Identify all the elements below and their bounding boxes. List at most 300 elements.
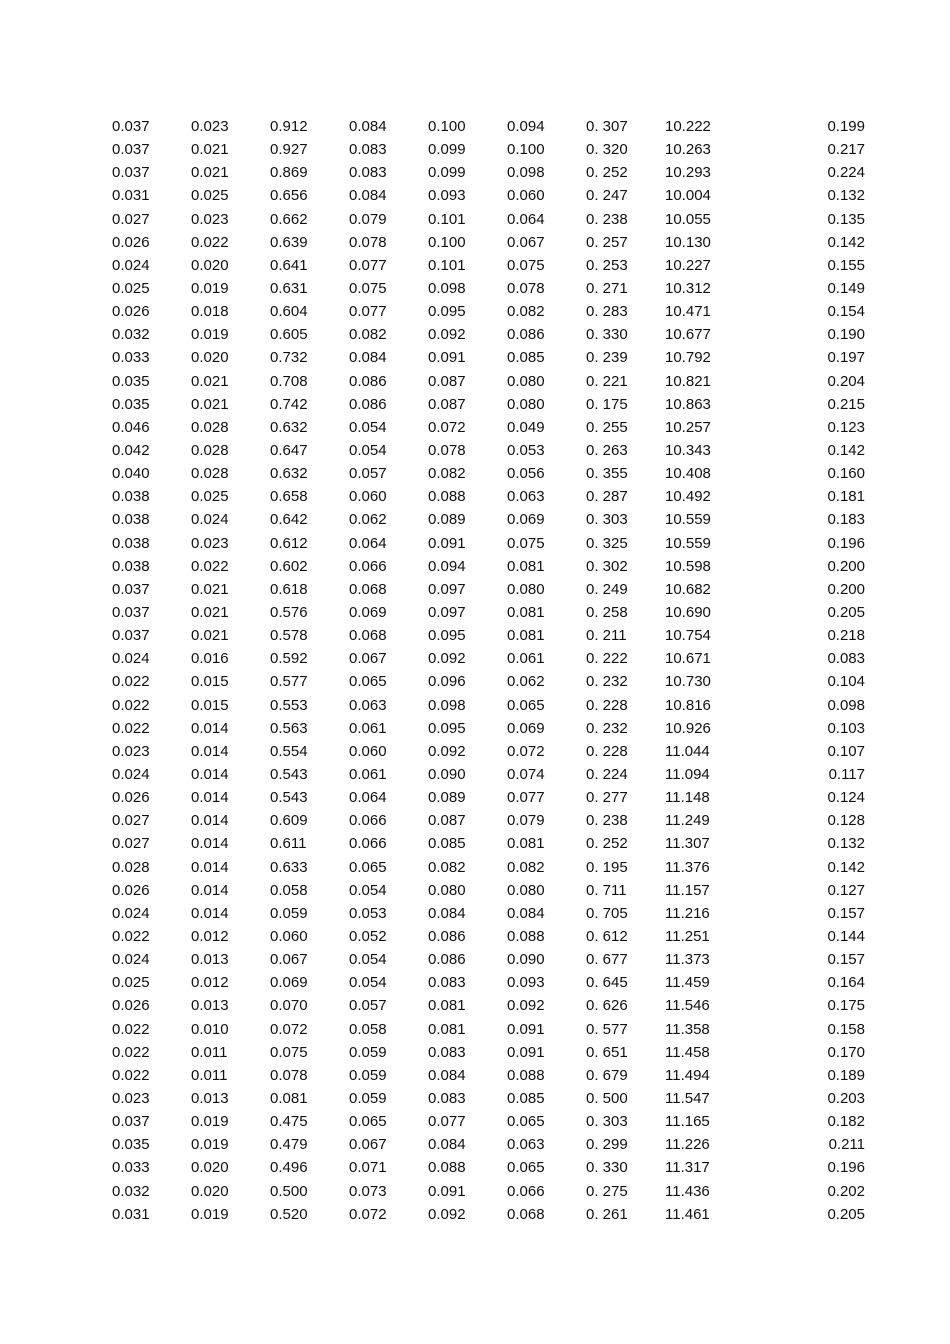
table-cell: 10.926 [665, 719, 711, 737]
table-cell: 0.083 [428, 974, 466, 992]
table-cell: 0.065 [507, 696, 545, 714]
table-cell: 11.165 [665, 1113, 710, 1131]
table-cell: 0.014 [191, 812, 229, 830]
table-cell: 0.077 [349, 303, 387, 321]
table-cell: 10.690 [665, 604, 711, 622]
table-cell: 0. 711 [586, 881, 627, 899]
table-cell: 0.019 [191, 280, 229, 298]
table-cell: 0.014 [191, 789, 229, 807]
table-cell: 0.094 [428, 557, 466, 575]
table-cell: 0.563 [270, 719, 308, 737]
table-cell: 0.027 [112, 812, 150, 830]
table-cell: 0.024 [112, 256, 150, 274]
table-cell: 0.098 [428, 696, 466, 714]
table-cell: 11.094 [665, 766, 710, 783]
table-cell: 0. 255 [586, 418, 628, 436]
table-cell: 0.592 [270, 650, 308, 668]
table-cell: 11.249 [665, 812, 710, 830]
table-cell: 10.257 [665, 418, 711, 436]
table-cell: 0.095 [428, 719, 466, 737]
table-cell: 0.086 [349, 395, 387, 413]
table-row [112, 184, 865, 207]
table-cell: 0. 232 [586, 719, 628, 737]
table-cell: 0. 261 [586, 1205, 628, 1223]
table-cell: 0.869 [270, 164, 308, 182]
table-cell: 0.022 [112, 719, 150, 737]
table-cell: 10.559 [665, 534, 711, 552]
table-cell: 0.014 [191, 719, 229, 737]
table-cell: 0.085 [428, 835, 466, 853]
table-cell: 0.091 [428, 534, 466, 552]
table-cell: 0.092 [428, 326, 466, 344]
table-cell: 0.012 [191, 974, 229, 992]
table-cell: 0.060 [507, 187, 545, 205]
table-cell: 0.022 [112, 1066, 150, 1084]
table-cell: 0.038 [112, 557, 150, 575]
table-cell: 0.015 [191, 673, 229, 691]
table-cell: 0.612 [270, 534, 308, 552]
table-row [112, 277, 865, 300]
table-row [112, 809, 865, 832]
table-cell: 0.022 [112, 927, 150, 945]
table-cell: 0.101 [428, 210, 466, 228]
table-cell: 0.028 [191, 465, 229, 483]
table-cell: 0.742 [270, 395, 308, 413]
table-cell: 0.059 [349, 1089, 387, 1107]
table-row [112, 393, 865, 416]
table-cell: 0.142 [827, 858, 865, 876]
table-cell: 0.022 [112, 673, 150, 691]
table-cell: 0.553 [270, 696, 308, 714]
table-cell: 0.083 [827, 650, 865, 668]
table-cell: 0.085 [507, 349, 545, 367]
table-cell: 0.014 [191, 881, 229, 899]
table-row [112, 1133, 865, 1156]
table-cell: 0.618 [270, 580, 308, 598]
table-cell: 0.543 [270, 789, 308, 807]
table-cell: 0.107 [827, 742, 865, 760]
table-cell: 0.082 [428, 465, 466, 483]
table-cell: 0.647 [270, 442, 308, 460]
table-cell: 0.056 [507, 465, 545, 483]
table-cell: 0.064 [349, 789, 387, 807]
table-cell: 0.087 [428, 395, 466, 413]
table-cell: 0.128 [827, 812, 865, 830]
table-cell: 0.035 [112, 395, 150, 413]
table-cell: 0. 577 [586, 1020, 628, 1038]
table-cell: 0.066 [349, 557, 387, 575]
table-cell: 0.479 [270, 1136, 308, 1154]
table-cell: 0.037 [112, 118, 150, 136]
table-cell: 0.010 [191, 1020, 229, 1038]
table-cell: 0.014 [191, 742, 229, 760]
table-cell: 0.160 [827, 465, 865, 483]
table-cell: 0.662 [270, 210, 308, 228]
table-cell: 0.026 [112, 881, 150, 899]
table-cell: 0.058 [270, 881, 308, 899]
table-cell: 0.091 [428, 1182, 466, 1200]
table-cell: 0.074 [507, 766, 545, 783]
table-cell: 0.025 [191, 488, 229, 506]
table-cell: 0.081 [428, 1020, 466, 1038]
table-cell: 11.226 [665, 1136, 710, 1154]
table-cell: 0.096 [428, 673, 466, 691]
table-cell: 0.577 [270, 673, 308, 691]
table-cell: 0.081 [428, 997, 466, 1015]
table-cell: 0.088 [507, 927, 545, 945]
table-cell: 0.021 [191, 372, 229, 390]
table-cell: 0.100 [428, 118, 466, 136]
table-cell: 0.099 [428, 164, 466, 182]
table-cell: 0.082 [507, 858, 545, 876]
table-cell: 0. 253 [586, 256, 628, 274]
table-cell: 10.471 [665, 303, 711, 321]
table-cell: 0.124 [827, 789, 865, 807]
table-cell: 0.203 [827, 1089, 865, 1107]
table-cell: 0.031 [112, 1205, 150, 1223]
table-cell: 11.157 [665, 881, 710, 899]
table-cell: 0.012 [191, 927, 229, 945]
table-cell: 0.086 [507, 326, 545, 344]
table-cell: 0.095 [428, 627, 466, 645]
table-cell: 0.078 [270, 1066, 308, 1084]
table-cell: 0.069 [349, 604, 387, 622]
table-cell: 0.155 [827, 256, 865, 274]
table-cell: 0.091 [428, 349, 466, 367]
table-cell: 0.066 [349, 812, 387, 830]
table-row [112, 1179, 865, 1202]
table-cell: 0.025 [191, 187, 229, 205]
table-cell: 0.028 [191, 418, 229, 436]
table-cell: 0.091 [507, 1043, 545, 1061]
table-cell: 0.089 [428, 511, 466, 529]
table-cell: 0. 651 [586, 1043, 628, 1061]
table-cell: 0.060 [349, 742, 387, 760]
table-cell: 0.475 [270, 1113, 308, 1131]
table-cell: 0.098 [827, 696, 865, 714]
table-cell: 0.142 [827, 442, 865, 460]
table-row [112, 717, 865, 740]
table-cell: 0. 247 [586, 187, 628, 205]
table-cell: 0.157 [827, 904, 865, 922]
table-cell: 11.317 [665, 1159, 710, 1177]
table-cell: 0.170 [827, 1043, 865, 1061]
table-row [112, 925, 865, 948]
table-row [112, 763, 865, 786]
table-cell: 0.054 [349, 418, 387, 436]
table-cell: 0. 271 [586, 280, 628, 298]
table-cell: 10.263 [665, 141, 711, 159]
table-cell: 0.037 [112, 580, 150, 598]
table-cell: 0.060 [270, 927, 308, 945]
table-cell: 0.014 [191, 766, 229, 783]
table-cell: 0.086 [428, 951, 466, 969]
table-cell: 0. 263 [586, 442, 628, 460]
table-cell: 0.082 [349, 326, 387, 344]
table-cell: 0.068 [349, 627, 387, 645]
table-cell: 0.062 [507, 673, 545, 691]
table-cell: 0.224 [827, 164, 865, 182]
table-cell: 0.605 [270, 326, 308, 344]
table-cell: 0.038 [112, 534, 150, 552]
table-cell: 0.086 [428, 927, 466, 945]
table-cell: 0.075 [507, 256, 545, 274]
table-cell: 0.183 [827, 511, 865, 529]
table-cell: 0.190 [827, 326, 865, 344]
table-cell: 0.090 [507, 951, 545, 969]
table-cell: 0.200 [827, 580, 865, 598]
table-cell: 0.024 [191, 511, 229, 529]
table-cell: 0.022 [191, 557, 229, 575]
table-cell: 0.080 [428, 881, 466, 899]
table-cell: 0. 232 [586, 673, 628, 691]
table-cell: 0.154 [827, 303, 865, 321]
table-row [112, 485, 865, 508]
table-cell: 0.500 [270, 1182, 308, 1200]
table-cell: 10.816 [665, 696, 711, 714]
table-row [112, 971, 865, 994]
table-cell: 10.863 [665, 395, 711, 413]
table-cell: 0.088 [428, 488, 466, 506]
table-cell: 0.081 [507, 835, 545, 853]
table-cell: 0.072 [428, 418, 466, 436]
table-row [112, 994, 865, 1017]
table-cell: 0.082 [428, 858, 466, 876]
table-cell: 0.080 [507, 372, 545, 390]
table-cell: 0.205 [827, 604, 865, 622]
table-cell: 11.307 [665, 835, 710, 853]
table-cell: 0.013 [191, 1089, 229, 1107]
table-cell: 0. 500 [586, 1089, 628, 1107]
table-cell: 0.127 [827, 881, 865, 899]
table-cell: 0.023 [191, 534, 229, 552]
table-cell: 0.021 [191, 164, 229, 182]
table-cell: 0.084 [507, 904, 545, 922]
table-row [112, 856, 865, 879]
table-cell: 0.101 [428, 256, 466, 274]
table-cell: 0. 277 [586, 789, 628, 807]
table-cell: 0.064 [507, 210, 545, 228]
table-cell: 0.066 [349, 835, 387, 853]
table-cell: 0.019 [191, 1205, 229, 1223]
table-cell: 0.013 [191, 997, 229, 1015]
table-row [112, 624, 865, 647]
table-cell: 0.202 [827, 1182, 865, 1200]
table-cell: 0. 355 [586, 465, 628, 483]
table-cell: 0.093 [428, 187, 466, 205]
table-cell: 0.708 [270, 372, 308, 390]
table-cell: 11.461 [665, 1205, 710, 1223]
table-cell: 11.044 [665, 742, 710, 760]
table-cell: 0.065 [349, 1113, 387, 1131]
table-cell: 0.046 [112, 418, 150, 436]
table-cell: 0.132 [827, 187, 865, 205]
table-cell: 0.035 [112, 1136, 150, 1154]
table-cell: 10.792 [665, 349, 711, 367]
table-cell: 0. 303 [586, 1113, 628, 1131]
table-cell: 0.022 [112, 696, 150, 714]
table-cell: 0.059 [270, 904, 308, 922]
table-cell: 0.054 [349, 881, 387, 899]
table-row [112, 323, 865, 346]
table-cell: 0.554 [270, 742, 308, 760]
table-cell: 0.062 [349, 511, 387, 529]
table-cell: 11.547 [665, 1089, 710, 1107]
table-cell: 0.021 [191, 604, 229, 622]
table-cell: 0.098 [507, 164, 545, 182]
table-cell: 0.069 [507, 511, 545, 529]
table-cell: 0.063 [349, 696, 387, 714]
table-cell: 0.011 [191, 1066, 228, 1084]
table-cell: 0.732 [270, 349, 308, 367]
table-cell: 0.079 [507, 812, 545, 830]
table-cell: 0.037 [112, 627, 150, 645]
table-cell: 0.217 [827, 141, 865, 159]
table-cell: 0.084 [428, 904, 466, 922]
table-cell: 0.024 [112, 650, 150, 668]
table-cell: 0.060 [349, 488, 387, 506]
table-cell: 0.037 [112, 164, 150, 182]
table-cell: 0.080 [507, 881, 545, 899]
table-cell: 0.026 [112, 789, 150, 807]
table-cell: 0. 299 [586, 1136, 628, 1154]
table-cell: 0.052 [349, 927, 387, 945]
table-cell: 11.459 [665, 974, 710, 992]
table-cell: 10.730 [665, 673, 711, 691]
table-cell: 0.020 [191, 256, 229, 274]
table-cell: 0.040 [112, 465, 150, 483]
table-cell: 0.089 [428, 789, 466, 807]
table-cell: 0.080 [507, 580, 545, 598]
table-cell: 0. 221 [586, 372, 628, 390]
table-row [112, 555, 865, 578]
table-cell: 0.200 [827, 557, 865, 575]
table-cell: 0.011 [191, 1043, 228, 1061]
table-cell: 11.494 [665, 1066, 710, 1084]
table-cell: 0.063 [507, 488, 545, 506]
table-cell: 0.061 [349, 766, 387, 783]
table-cell: 10.004 [665, 187, 711, 205]
table-cell: 0.211 [828, 1136, 865, 1154]
table-cell: 0.602 [270, 557, 308, 575]
table-row [112, 1087, 865, 1110]
table-row [112, 832, 865, 855]
table-cell: 0. 330 [586, 326, 628, 344]
table-cell: 0.037 [112, 604, 150, 622]
table-cell: 0. 275 [586, 1182, 628, 1200]
table-cell: 0.065 [507, 1113, 545, 1131]
table-cell: 0.071 [349, 1159, 387, 1177]
table-cell: 0.611 [270, 835, 307, 853]
table-cell: 0.609 [270, 812, 308, 830]
table-cell: 0.019 [191, 1136, 229, 1154]
table-cell: 0.197 [827, 349, 865, 367]
table-cell: 0.067 [507, 233, 545, 251]
table-cell: 0.543 [270, 766, 308, 783]
table-cell: 0.023 [112, 1089, 150, 1107]
table-cell: 10.677 [665, 326, 711, 344]
table-cell: 0.078 [428, 442, 466, 460]
table-cell: 0. 228 [586, 742, 628, 760]
table-cell: 0.035 [112, 372, 150, 390]
table-cell: 0.013 [191, 951, 229, 969]
table-body [112, 115, 865, 1226]
table-cell: 0.496 [270, 1159, 308, 1177]
table-cell: 0.204 [827, 372, 865, 390]
table-cell: 0.092 [428, 742, 466, 760]
table-cell: 0.083 [349, 164, 387, 182]
table-cell: 0.019 [191, 1113, 229, 1131]
table-cell: 0.104 [827, 673, 865, 691]
table-cell: 0. 228 [586, 696, 628, 714]
table-row [112, 1064, 865, 1087]
table-cell: 10.293 [665, 164, 711, 182]
table-row [112, 578, 865, 601]
table-cell: 0.026 [112, 233, 150, 251]
table-cell: 0.092 [507, 997, 545, 1015]
table-cell: 0.070 [270, 997, 308, 1015]
table-cell: 0.097 [428, 580, 466, 598]
table-row [112, 300, 865, 323]
table-cell: 0.085 [507, 1089, 545, 1107]
table-cell: 0.164 [827, 974, 865, 992]
table-cell: 0.631 [270, 280, 308, 298]
table-cell: 0.189 [827, 1066, 865, 1084]
table-cell: 0.912 [270, 118, 308, 136]
table-row [112, 647, 865, 670]
table-cell: 10.222 [665, 118, 711, 136]
table-cell: 0.083 [428, 1089, 466, 1107]
table-row [112, 370, 865, 393]
table-cell: 0. 307 [586, 118, 628, 136]
table-cell: 0.037 [112, 1113, 150, 1131]
table-cell: 0.022 [191, 233, 229, 251]
table-cell: 0. 238 [586, 812, 628, 830]
table-cell: 10.492 [665, 488, 711, 506]
table-cell: 10.754 [665, 627, 711, 645]
table-cell: 0.016 [191, 650, 229, 668]
table-cell: 0.632 [270, 418, 308, 436]
table-cell: 11.358 [665, 1020, 710, 1038]
table-cell: 0.028 [191, 442, 229, 460]
table-cell: 0.014 [191, 904, 229, 922]
table-cell: 0.023 [112, 742, 150, 760]
table-cell: 0.020 [191, 349, 229, 367]
table-cell: 0.054 [349, 951, 387, 969]
table-cell: 0.015 [191, 696, 229, 714]
table-cell: 0.642 [270, 511, 308, 529]
table-row [112, 1203, 865, 1226]
table-cell: 0.024 [112, 951, 150, 969]
table-cell: 0.075 [349, 280, 387, 298]
table-cell: 0.099 [428, 141, 466, 159]
table-cell: 0. 258 [586, 604, 628, 622]
table-cell: 0.033 [112, 349, 150, 367]
table-cell: 0.135 [827, 210, 865, 228]
table-cell: 0. 330 [586, 1159, 628, 1177]
table-cell: 0.021 [191, 395, 229, 413]
table-cell: 0.023 [191, 210, 229, 228]
table-cell: 0.196 [827, 534, 865, 552]
table-cell: 0.088 [507, 1066, 545, 1084]
table-cell: 0.077 [349, 256, 387, 274]
table-cell: 0. 211 [586, 627, 627, 645]
table-row [112, 115, 865, 138]
table-cell: 0.103 [827, 719, 865, 737]
table-cell: 0.658 [270, 488, 308, 506]
table-cell: 0.072 [507, 742, 545, 760]
table-cell: 11.251 [665, 927, 710, 945]
